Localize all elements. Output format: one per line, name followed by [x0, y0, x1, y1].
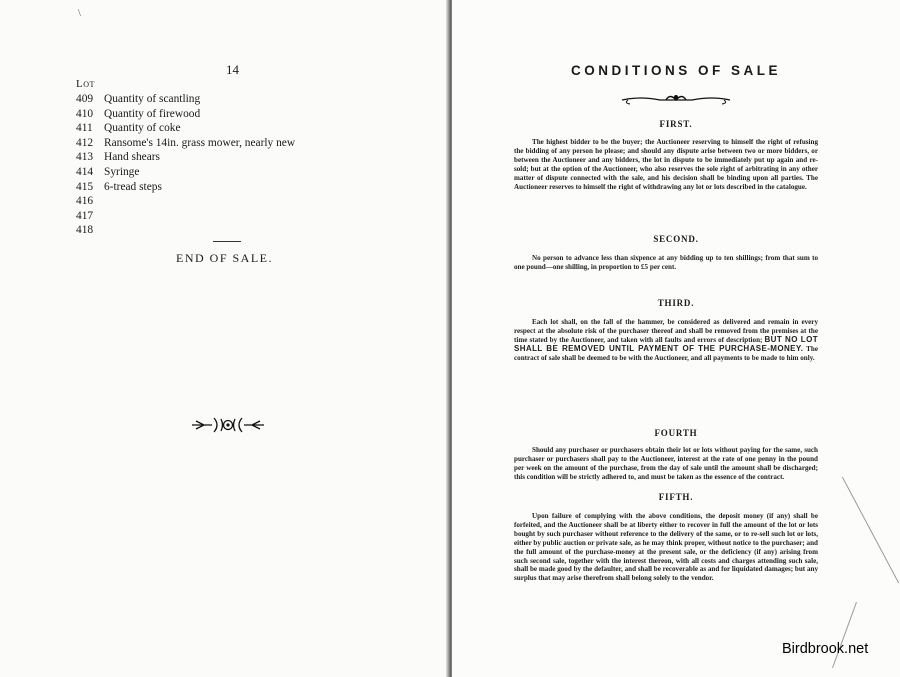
third-text-start: Each lot shall, on the fall of the hammer, be considered as delivered and remain in every respect at the absolute risk of the purchaser thereof and shall be removed from the premises at the time stated by the Auctioneer, and taken with all faults and errors of description; — [514, 318, 818, 344]
section-text-third — [514, 318, 818, 363]
lot-column-header: Lot — [76, 78, 95, 90]
watermark: Birdbrook.net — [782, 641, 869, 657]
lot-number: 414 — [76, 165, 94, 178]
lot-number: 412 — [76, 136, 94, 149]
section-heading-first: FIRST. — [659, 119, 693, 129]
lot-row — [76, 150, 295, 165]
lot-number: 416 — [76, 195, 94, 208]
lot-row — [76, 223, 295, 238]
left-page — [0, 0, 448, 677]
third-text-end: The contract of sale shall be deemed to be with the Auctioneer, and all payments to be made to him only. — [514, 344, 818, 362]
section-text-first: The highest bidder to be the buyer; the Auctioneer reserving to himself the right of refusing the bidding of any person he please; and should any dispute arise between two or more bidders, or between the Auctioneer and any bidders, the lot in dispute to be immediately put up again and re-sold; but at the option of the Auctioneer, who also reserves the sole right of arbitrating in any other matter of dispute connected with the sale, and his decision shall be binding upon all parties. The Auctioneer reserves to himself the right of withdrawing any lot or lots described in the catalogue. — [514, 138, 818, 191]
fleuron-ornament-icon — [190, 414, 266, 436]
title-swash-ornament-icon — [620, 92, 732, 106]
conditions-title: CONDITIONS OF SALE — [570, 63, 781, 78]
divider-rule — [213, 241, 241, 242]
section-heading-fourth: FOURTH — [654, 428, 698, 438]
section-text-second: No person to advance less than sixpence at any bidding up to ten shillings; from that sum to one pound—one shilling, in proportion to £5 per cent. — [514, 254, 818, 271]
lot-number: 415 — [76, 180, 94, 193]
right-page — [452, 0, 900, 677]
page-number: 14 — [226, 62, 239, 77]
lot-description: 6-tread steps — [104, 180, 162, 193]
lot-row — [76, 165, 295, 180]
lot-row — [76, 136, 295, 151]
lot-number: 409 — [76, 93, 94, 105]
lot-number: 410 — [76, 107, 94, 120]
scan-mark: \ — [78, 8, 81, 19]
scan-scratch — [832, 602, 857, 668]
section-text-fifth: Upon failure of complying with the above conditions, the deposit money (if any) shall be forfeited, and the Auctioneer shall be at liberty either to recover in full the amount of the lot or lots bought by such purchaser without reference to the delivery of the same, or to re-sell such lot or lots, either by public auction or private sale, as he may think proper, without notice to the purchaser; and the full amount of the purchase-money at the present sale, or the deficiency (if any) arising from such second sale, together with the interest thereon, with all costs and charges attending such sale, shall be made good by the defaulter, and shall be recoverable as and for liquidated damages; but any surplus that may arise therefrom shall belong solely to the vendor. — [514, 512, 818, 583]
lot-number: 413 — [76, 151, 94, 164]
section-heading-fifth: FIFTH. — [658, 492, 694, 502]
lot-row — [76, 92, 295, 107]
section-text-fourth: Should any purchaser or purchasers obtain their lot or lots without paying for the same, such purchaser or purchasers shall pay to the Auctioneer, interest at the rate of one penny in the pound per week on the amount of the purchase, from the day of sale until the amount shall be discharged; this condition will be strictly adhered to, and must be taken as the essence of the contract. — [514, 446, 818, 481]
lot-row — [76, 107, 295, 122]
lot-description: Quantity of firewood — [104, 107, 201, 120]
lot-description: Quantity of coke — [104, 122, 181, 135]
lot-description: Quantity of scantling — [104, 93, 201, 105]
lot-list — [76, 92, 295, 238]
lot-description: Syringe — [104, 165, 140, 178]
lot-description: Ransome's 14in. grass mower, nearly new — [104, 136, 296, 149]
lot-row — [76, 180, 295, 195]
lot-row — [76, 209, 295, 224]
end-of-sale: END OF SALE. — [176, 251, 274, 265]
lot-row — [76, 121, 295, 136]
section-heading-second: SECOND. — [653, 234, 699, 244]
lot-row — [76, 194, 295, 209]
third-text-emphasis: BUT NO LOT SHALL BE REMOVED UNTIL PAYMENT OF THE PURCHASE-MONEY. — [514, 334, 818, 353]
lot-description: Hand shears — [104, 151, 160, 164]
section-heading-third: THIRD. — [657, 298, 695, 308]
lot-number: 411 — [76, 122, 93, 135]
lot-number: 418 — [76, 224, 94, 237]
lot-number: 417 — [76, 209, 94, 222]
